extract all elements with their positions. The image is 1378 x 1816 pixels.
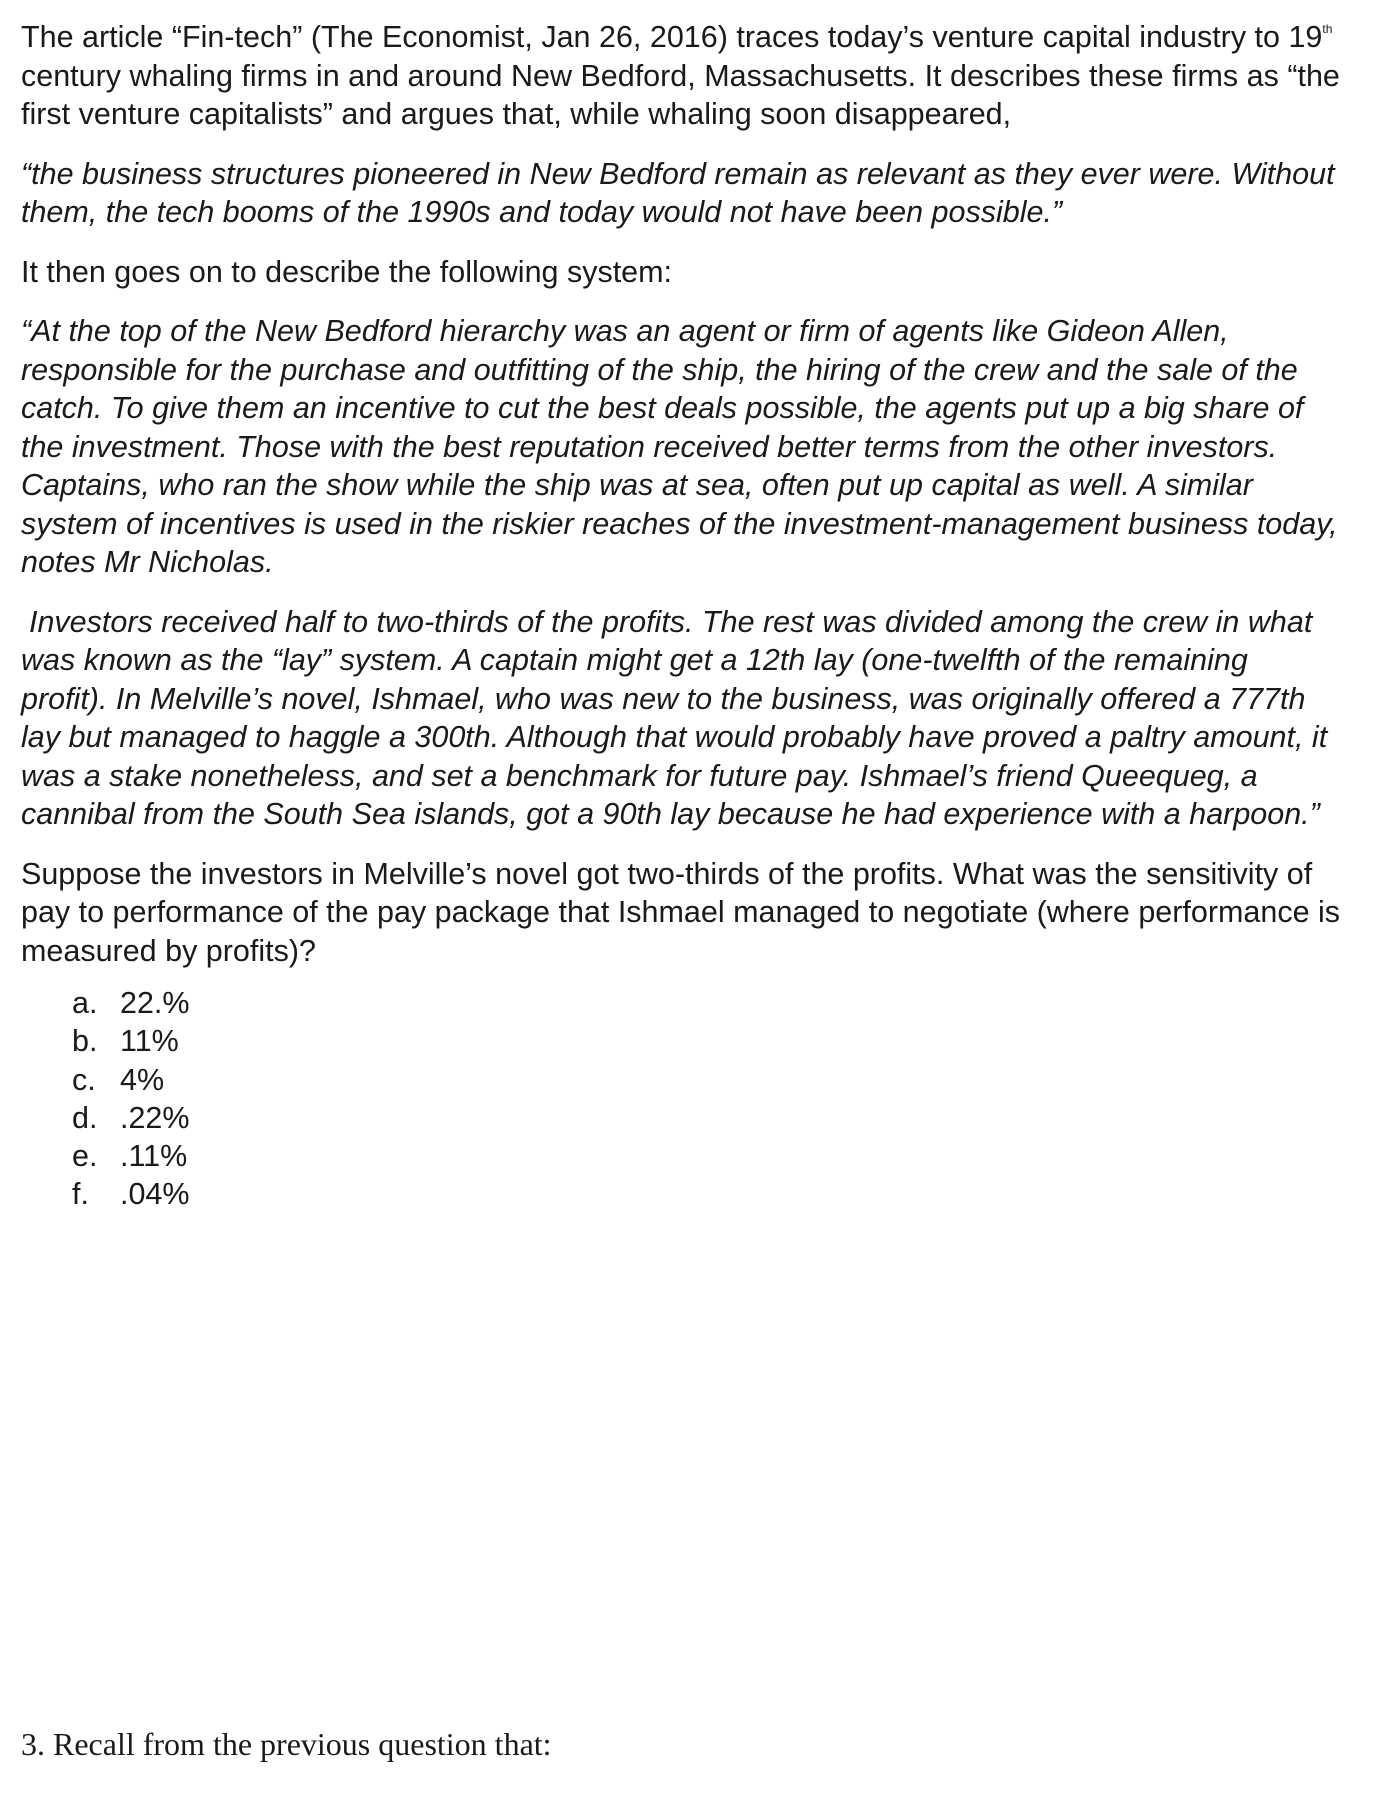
option-text: .22% xyxy=(120,1100,190,1135)
intro-paragraph xyxy=(21,18,1341,134)
answer-option xyxy=(72,984,1341,1022)
question-paragraph: Suppose the investors in Melville’s novel got two-thirds of the profits. What was the sensitivity of pay to performance of the pay package that Ishmael managed to negotiate (where performance is measured by profits)? xyxy=(21,856,1341,968)
answer-options-list xyxy=(21,984,1341,1214)
option-text: .04% xyxy=(120,1177,190,1212)
option-letter: e. xyxy=(72,1139,98,1174)
option-letter: b. xyxy=(72,1024,98,1059)
answer-option xyxy=(72,1022,1341,1060)
option-letter: c. xyxy=(72,1062,96,1097)
quote-paragraph-3: Investors received half to two-thirds of the profits. The rest was divided among the crew in what was known as the “lay” system. A captain might get a 12th lay (one-twelfth of the remaining profit). In Melville’s novel, Ishmael, who was new to the business, was originally offered a 777th lay but managed to haggle a 300th. Although that would probably have proved a paltry amount, it was a stake nonetheless, and set a benchmark for future pay. Ishmael’s friend Queequeg, a cannibal from the South Sea islands, got a 90th lay because he had experience with a harpoon.” xyxy=(21,604,1328,831)
answer-option xyxy=(72,1137,1341,1175)
quote-paragraph-2: “At the top of the New Bedford hierarchy was an agent or firm of agents like Gideon Allen, responsible for the purchase and outfitting of the ship, the hiring of the crew and the sale of the catch. To give them an incentive to cut the best deals possible, the agents put up a big share of the investment. Those with the best reputation received better terms from the other investors. Captains, who ran the show while the ship was at sea, often put up capital as well. A similar system of incentives is used in the riskier reaches of the investment-management business today, notes Mr Nicholas. xyxy=(21,314,1338,579)
option-letter: f. xyxy=(72,1177,89,1212)
answer-option xyxy=(72,1099,1341,1137)
option-text: .11% xyxy=(120,1139,188,1174)
document-body xyxy=(21,18,1341,1214)
intro-text-part1: The article “Fin-tech” (The Economist, Jan 26, 2016) traces today’s venture capital industry to 19 xyxy=(21,20,1323,54)
option-letter: d. xyxy=(72,1100,98,1135)
quote-paragraph-1: “the business structures pioneered in New Bedford remain as relevant as they ever were. Without them, the tech booms of the 1990s and today would not have been possible.” xyxy=(21,156,1335,229)
intro-text-part2: century whaling firms in and around New Bedford, Massachusetts. It describes these firms as “the first venture capitalists” and argues that, while whaling soon disappeared, xyxy=(21,58,1340,131)
option-letter: a. xyxy=(72,986,98,1020)
answer-option xyxy=(72,1175,1341,1213)
option-text: 11% xyxy=(120,1024,179,1059)
lead-in-paragraph: It then goes on to describe the following system: xyxy=(21,254,673,289)
option-text: 4% xyxy=(120,1062,165,1097)
answer-option xyxy=(72,1061,1341,1099)
option-text: 22.% xyxy=(120,986,190,1020)
next-question-heading: 3. Recall from the previous question that: xyxy=(21,1726,552,1762)
ordinal-superscript: th xyxy=(1322,22,1333,36)
